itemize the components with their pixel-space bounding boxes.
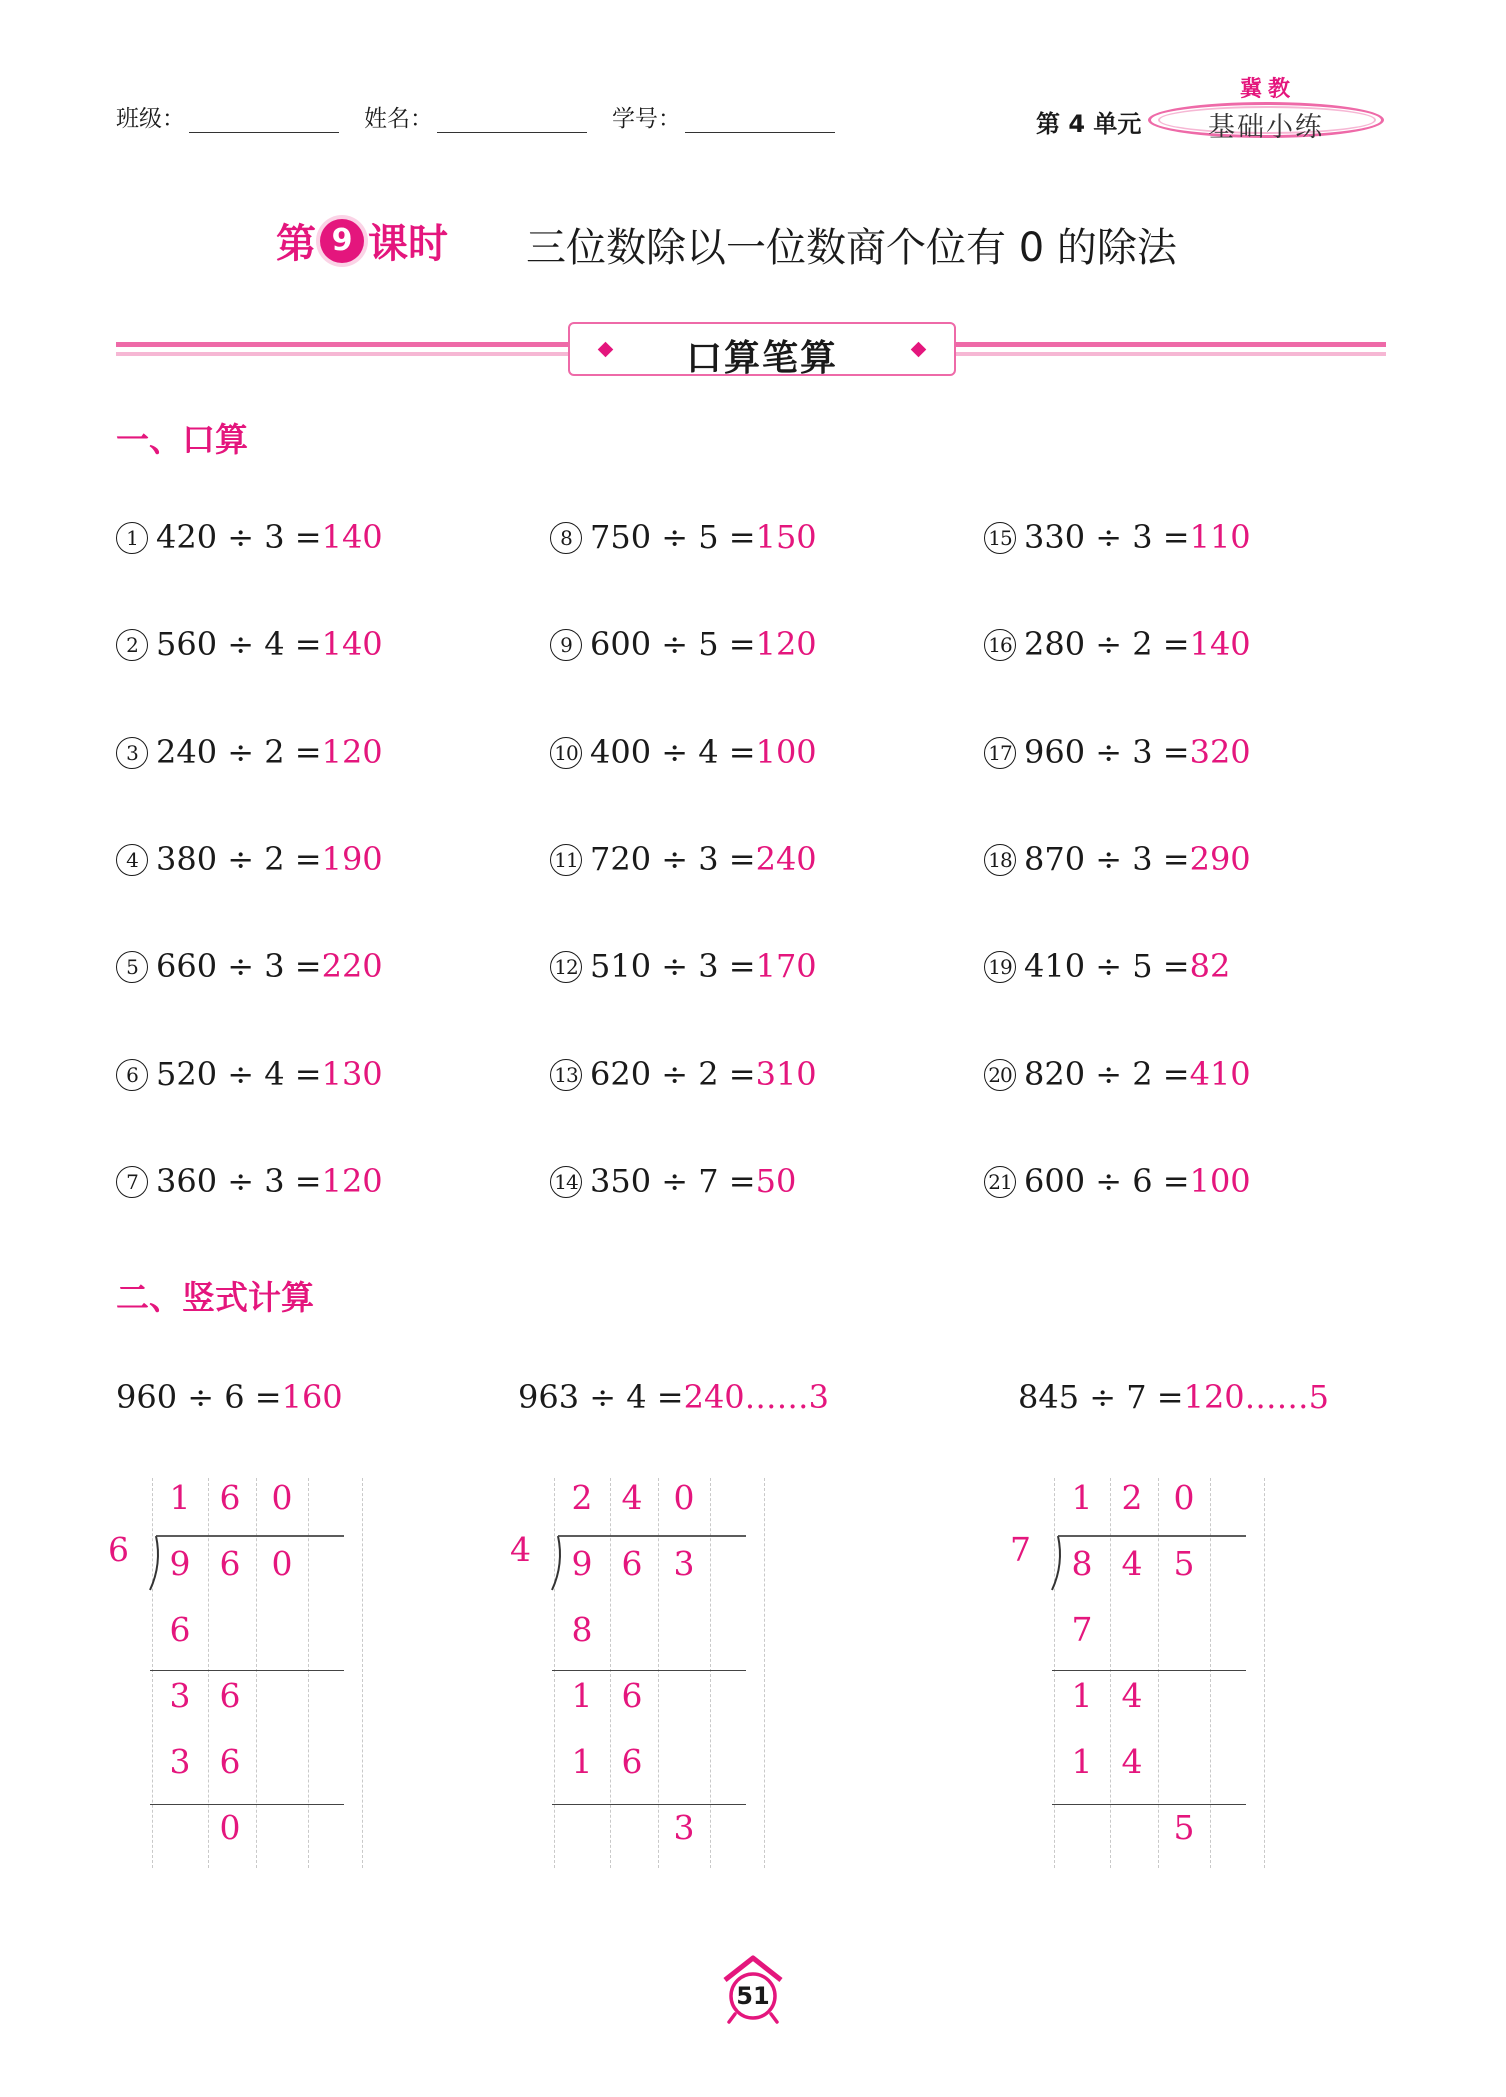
unit-label: 第 4 单元 bbox=[1036, 110, 1142, 138]
lesson-title: 三位数除以一位数商个位有 0 的除法 bbox=[526, 225, 1177, 271]
problem-expression: 750 ÷ 5 = bbox=[590, 518, 756, 556]
name-label: 姓名： bbox=[364, 106, 433, 132]
problem-answer[interactable]: 100 bbox=[1189, 1161, 1251, 1200]
student-id-label: 学号： bbox=[612, 106, 681, 132]
work-digit: 8 bbox=[571, 1610, 593, 1649]
problem-answer[interactable]: 100 bbox=[755, 732, 817, 771]
oral-problem bbox=[984, 733, 1251, 771]
problem-expression: 280 ÷ 2 = bbox=[1024, 625, 1190, 664]
subtraction-line bbox=[150, 1670, 344, 1671]
quotient-digit: 1 bbox=[169, 1478, 191, 1517]
work-digit: 4 bbox=[1121, 1676, 1143, 1715]
problem-answer[interactable]: 50 bbox=[755, 1161, 797, 1200]
dividend-digit: 3 bbox=[673, 1544, 695, 1583]
dividend-digit: 8 bbox=[1071, 1544, 1093, 1583]
work-digit: 3 bbox=[169, 1676, 191, 1715]
page-number: 51 bbox=[736, 1982, 770, 2010]
page-number-badge bbox=[719, 1952, 787, 2026]
problem-number: 11 bbox=[550, 844, 582, 876]
student-id-field[interactable] bbox=[612, 100, 835, 133]
work-digit: 3 bbox=[169, 1742, 191, 1781]
work-digit: 5 bbox=[1173, 1808, 1195, 1847]
oral-problem bbox=[550, 518, 817, 556]
problem-expression: 380 ÷ 2 = bbox=[156, 839, 322, 878]
work-digit: 4 bbox=[1121, 1742, 1143, 1781]
problem-expression: 360 ÷ 3 = bbox=[156, 1161, 322, 1200]
quotient-digit: 6 bbox=[219, 1478, 241, 1517]
equation-expression: 960 ÷ 6 = bbox=[116, 1378, 282, 1416]
series-badge bbox=[1148, 96, 1388, 143]
problem-answer[interactable]: 220 bbox=[321, 947, 383, 986]
long-division bbox=[1010, 1478, 1272, 1868]
divisor: 4 bbox=[510, 1530, 531, 1569]
problem-answer[interactable]: 82 bbox=[1189, 947, 1231, 986]
dividend-digit: 9 bbox=[571, 1544, 593, 1583]
problem-number: 12 bbox=[550, 951, 582, 983]
quotient-digit: 2 bbox=[1121, 1478, 1143, 1517]
equation-answer[interactable]: 240……3 bbox=[683, 1378, 830, 1416]
problem-expression: 420 ÷ 3 = bbox=[156, 518, 322, 556]
problem-number: 14 bbox=[550, 1166, 582, 1198]
subtraction-line bbox=[150, 1804, 344, 1805]
oral-problem bbox=[984, 840, 1251, 878]
oral-problem bbox=[116, 1055, 383, 1093]
class-field[interactable] bbox=[116, 100, 339, 133]
problem-expression: 410 ÷ 5 = bbox=[1024, 947, 1190, 986]
quotient-digit: 0 bbox=[673, 1478, 695, 1517]
series-title: 基础小练 bbox=[1208, 112, 1324, 143]
subtraction-line bbox=[552, 1804, 746, 1805]
problem-expression: 660 ÷ 3 = bbox=[156, 947, 322, 986]
written-equation bbox=[518, 1378, 829, 1416]
work-digit: 6 bbox=[621, 1742, 643, 1781]
student-id-blank[interactable] bbox=[685, 132, 835, 133]
problem-expression: 600 ÷ 6 = bbox=[1024, 1161, 1190, 1200]
problem-expression: 510 ÷ 3 = bbox=[590, 947, 756, 986]
problem-number: 17 bbox=[984, 737, 1016, 769]
work-digit: 1 bbox=[571, 1676, 593, 1715]
problem-number: 20 bbox=[984, 1059, 1016, 1091]
dividend-digit: 5 bbox=[1173, 1544, 1195, 1583]
problem-number: 8 bbox=[550, 522, 582, 554]
problem-answer[interactable]: 410 bbox=[1189, 1054, 1251, 1093]
work-digit: 1 bbox=[1071, 1742, 1093, 1781]
divisor: 6 bbox=[108, 1530, 129, 1569]
work-digit: 6 bbox=[621, 1676, 643, 1715]
oral-problem bbox=[116, 840, 383, 878]
problem-answer[interactable]: 170 bbox=[755, 947, 817, 986]
oral-problem bbox=[984, 518, 1251, 556]
long-division bbox=[510, 1478, 772, 1868]
problem-expression: 520 ÷ 4 = bbox=[156, 1054, 322, 1093]
equation-expression: 845 ÷ 7 = bbox=[1018, 1378, 1184, 1416]
written-equation bbox=[1018, 1378, 1329, 1416]
problem-number: 2 bbox=[116, 629, 148, 661]
banner-band-right bbox=[952, 342, 1386, 347]
work-digit: 7 bbox=[1071, 1610, 1093, 1649]
problem-expression: 600 ÷ 5 = bbox=[590, 625, 756, 664]
dividend-digit: 6 bbox=[621, 1544, 643, 1583]
dividend-digit: 0 bbox=[271, 1544, 293, 1583]
oral-heading: 一、口算 bbox=[116, 420, 248, 459]
problem-number: 15 bbox=[984, 522, 1016, 554]
banner-title: 口算笔算 bbox=[685, 338, 838, 379]
problem-answer[interactable]: 120 bbox=[321, 1161, 383, 1200]
banner-band-left bbox=[116, 342, 572, 347]
work-digit: 1 bbox=[1071, 1676, 1093, 1715]
lesson-prefix: 第 bbox=[276, 221, 316, 267]
oral-problem bbox=[984, 1055, 1251, 1093]
problem-expression: 720 ÷ 3 = bbox=[590, 839, 756, 878]
class-label: 班级： bbox=[116, 106, 185, 132]
work-digit: 6 bbox=[219, 1676, 241, 1715]
oral-problem bbox=[984, 947, 1230, 985]
problem-number: 18 bbox=[984, 844, 1016, 876]
dividend-digit: 4 bbox=[1121, 1544, 1143, 1583]
subtraction-line bbox=[1052, 1670, 1246, 1671]
problem-expression: 820 ÷ 2 = bbox=[1024, 1054, 1190, 1093]
problem-answer[interactable]: 320 bbox=[1189, 732, 1251, 771]
problem-number: 10 bbox=[550, 737, 582, 769]
oral-problem bbox=[550, 1055, 817, 1093]
oral-problem bbox=[116, 733, 383, 771]
equation-answer[interactable]: 160 bbox=[281, 1378, 343, 1416]
long-division bbox=[108, 1478, 370, 1868]
oral-problem bbox=[550, 625, 817, 663]
problem-answer[interactable]: 240 bbox=[755, 839, 817, 878]
problem-number: 6 bbox=[116, 1059, 148, 1091]
lesson-label bbox=[276, 212, 448, 269]
quotient-digit: 4 bbox=[621, 1478, 643, 1517]
problem-answer[interactable]: 190 bbox=[321, 839, 383, 878]
problem-number: 4 bbox=[116, 844, 148, 876]
problem-answer[interactable]: 140 bbox=[321, 625, 383, 664]
oral-problem bbox=[550, 840, 817, 878]
problem-expression: 960 ÷ 3 = bbox=[1024, 732, 1190, 771]
banner-band-left-light bbox=[116, 352, 572, 356]
banner-band-right-light bbox=[952, 352, 1386, 356]
class-blank[interactable] bbox=[189, 132, 339, 133]
lesson-suffix: 课时 bbox=[368, 221, 448, 267]
work-digit: 3 bbox=[673, 1808, 695, 1847]
section-banner bbox=[568, 322, 956, 379]
oral-problem bbox=[116, 625, 383, 663]
problem-expression: 330 ÷ 3 = bbox=[1024, 518, 1190, 556]
problem-answer[interactable]: 290 bbox=[1189, 839, 1251, 878]
subtraction-line bbox=[552, 1670, 746, 1671]
problem-number: 16 bbox=[984, 629, 1016, 661]
problem-expression: 620 ÷ 2 = bbox=[590, 1054, 756, 1093]
problem-number: 1 bbox=[116, 522, 148, 554]
problem-answer[interactable]: 140 bbox=[1189, 625, 1251, 664]
problem-expression: 870 ÷ 3 = bbox=[1024, 839, 1190, 878]
problem-expression: 400 ÷ 4 = bbox=[590, 732, 756, 771]
oral-problem bbox=[116, 1162, 383, 1200]
quotient-digit: 0 bbox=[1173, 1478, 1195, 1517]
problem-number: 9 bbox=[550, 629, 582, 661]
lesson-number: 9 bbox=[320, 219, 364, 263]
problem-answer[interactable]: 150 bbox=[755, 518, 817, 556]
name-field[interactable] bbox=[364, 100, 587, 133]
oral-problem bbox=[116, 947, 383, 985]
problem-answer[interactable]: 110 bbox=[1189, 518, 1251, 556]
work-digit: 1 bbox=[571, 1742, 593, 1781]
publisher-label: 冀教 bbox=[1240, 77, 1297, 102]
quotient-digit: 1 bbox=[1071, 1478, 1093, 1517]
work-digit: 0 bbox=[219, 1808, 241, 1847]
equation-expression: 963 ÷ 4 = bbox=[518, 1378, 684, 1416]
problem-answer[interactable]: 120 bbox=[321, 732, 383, 771]
oral-problem bbox=[550, 1162, 796, 1200]
name-blank[interactable] bbox=[437, 132, 587, 133]
work-digit: 6 bbox=[219, 1742, 241, 1781]
divisor: 7 bbox=[1010, 1530, 1031, 1569]
oral-problem bbox=[116, 518, 383, 556]
equation-answer[interactable]: 120……5 bbox=[1183, 1378, 1330, 1416]
problem-answer[interactable]: 120 bbox=[755, 625, 817, 664]
problem-number: 5 bbox=[116, 951, 148, 983]
problem-expression: 560 ÷ 4 = bbox=[156, 625, 322, 664]
problem-answer[interactable]: 130 bbox=[321, 1054, 383, 1093]
problem-answer[interactable]: 310 bbox=[755, 1054, 817, 1093]
oral-problem bbox=[984, 1162, 1251, 1200]
oral-problem bbox=[984, 625, 1251, 663]
problem-number: 7 bbox=[116, 1166, 148, 1198]
dividend-digit: 9 bbox=[169, 1544, 191, 1583]
subtraction-line bbox=[1052, 1804, 1246, 1805]
problem-expression: 240 ÷ 2 = bbox=[156, 732, 322, 771]
problem-number: 3 bbox=[116, 737, 148, 769]
written-equation bbox=[116, 1378, 343, 1416]
problem-number: 21 bbox=[984, 1166, 1016, 1198]
problem-expression: 350 ÷ 7 = bbox=[590, 1161, 756, 1200]
oral-problem bbox=[550, 947, 817, 985]
quotient-digit: 0 bbox=[271, 1478, 293, 1517]
problem-number: 13 bbox=[550, 1059, 582, 1091]
oral-problem bbox=[550, 733, 817, 771]
problem-number: 19 bbox=[984, 951, 1016, 983]
written-heading: 二、竖式计算 bbox=[116, 1278, 314, 1317]
dividend-digit: 6 bbox=[219, 1544, 241, 1583]
work-digit: 6 bbox=[169, 1610, 191, 1649]
problem-answer[interactable]: 140 bbox=[321, 518, 383, 556]
quotient-digit: 2 bbox=[571, 1478, 593, 1517]
